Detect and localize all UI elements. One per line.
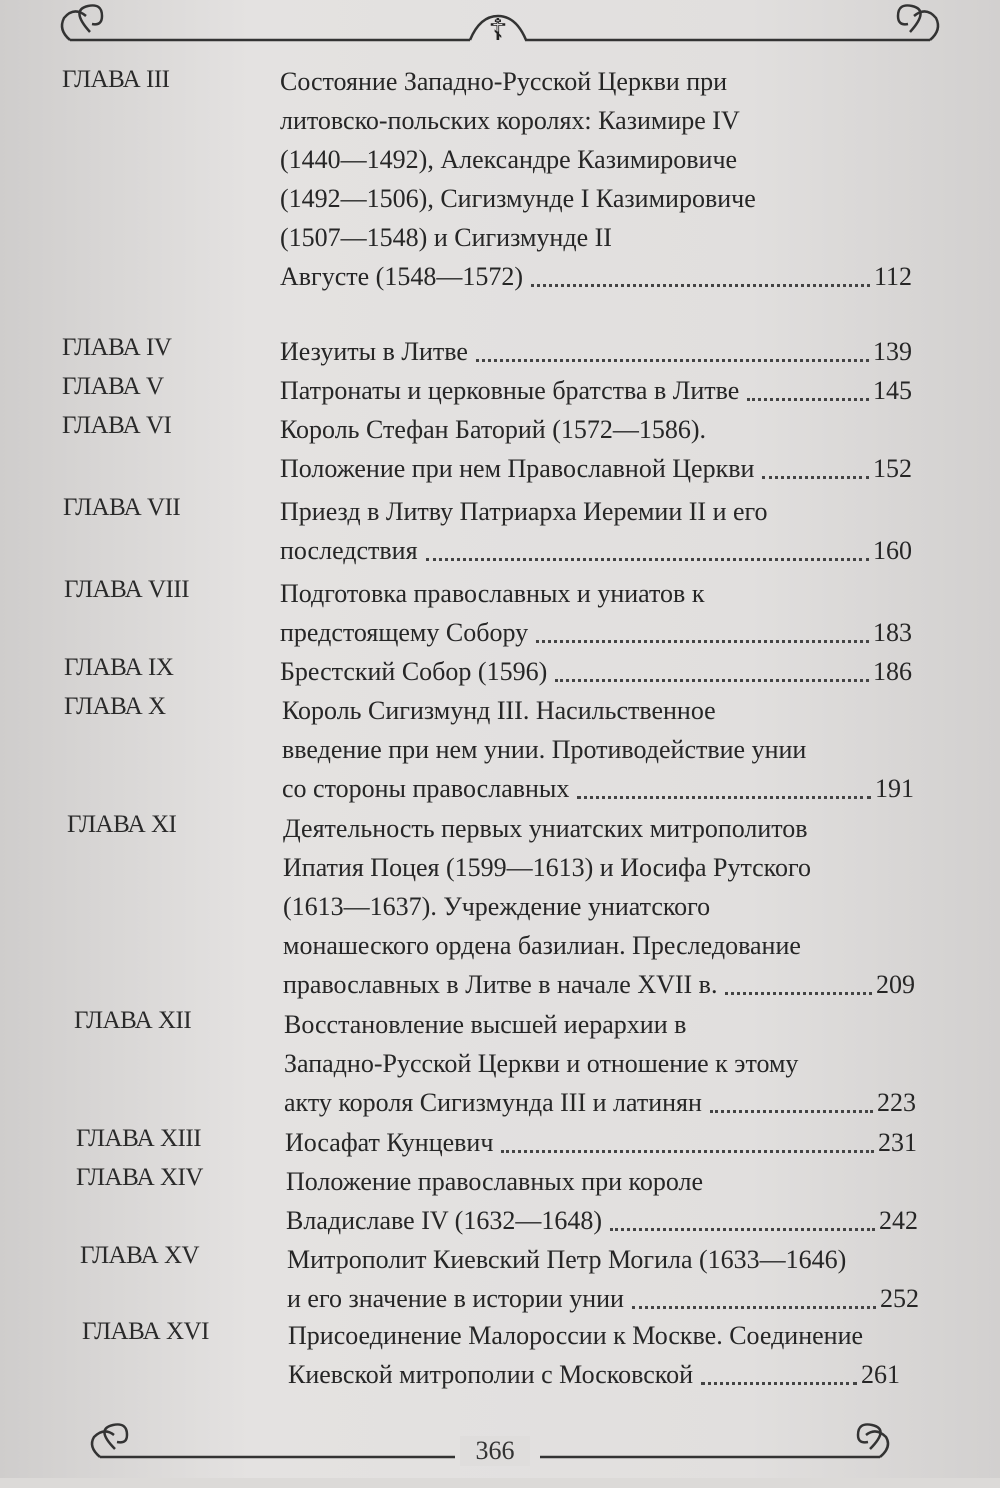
header-ornament	[0, 0, 1000, 70]
entry-line: Ипатия Поцея (1599—1613) и Иосифа Рутского	[283, 853, 811, 882]
page-ref: 145	[873, 376, 912, 405]
page-number: 366	[460, 1436, 530, 1466]
chapter-label: ГЛАВА VIII	[64, 576, 190, 603]
dot-leader	[476, 358, 869, 362]
entry-line: Августе (1548—1572)	[280, 262, 523, 291]
entry-line: Король Сигизмунд III. Насильственное	[282, 696, 716, 725]
entry-line: Патронаты и церковные братства в Литве	[280, 376, 740, 405]
chapter-label: ГЛАВА IX	[64, 654, 174, 681]
chapter-label: ГЛАВА XV	[80, 1242, 200, 1269]
entry-line: акту короля Сигизмунда III и латинян	[284, 1088, 702, 1117]
entry-line: введение при нем унии. Противодействие унии	[282, 735, 807, 764]
toc-entry-chapter-13	[0, 1123, 1000, 1162]
chapter-label: ГЛАВА XI	[67, 811, 177, 838]
entry-line: (1440—1492), Александре Казимировиче	[280, 145, 738, 174]
chapter-label: ГЛАВА VII	[63, 494, 181, 521]
entry-line: предстоящему Собору	[280, 618, 529, 647]
page-ref: 242	[879, 1206, 918, 1235]
page-ref: 112	[873, 262, 912, 291]
toc-entry-chapter-3	[0, 62, 1000, 332]
entry-line: Митрополит Киевский Петр Могила (1633—1646)	[287, 1245, 847, 1274]
page-ref: 186	[873, 657, 912, 686]
toc-entry-chapter-10	[0, 691, 1000, 809]
toc-entry-chapter-8	[0, 574, 1000, 652]
entry-line: (1613—1637). Учреждение униатского	[283, 892, 711, 921]
chapter-label: ГЛАВА VI	[62, 412, 172, 439]
page-ref: 191	[875, 774, 914, 803]
page-ref: 160	[873, 536, 912, 565]
dot-leader	[577, 795, 871, 799]
page-ref: 152	[873, 454, 912, 483]
toc-entry-chapter-12	[0, 1005, 1000, 1123]
toc-entry-chapter-11	[0, 809, 1000, 1005]
entry-line: (1507—1548) и Сигизмунде II	[280, 223, 612, 252]
dot-leader	[610, 1227, 875, 1231]
dot-leader	[710, 1109, 873, 1113]
entry-line: Киевской митрополии с Московской	[288, 1360, 694, 1389]
entry-line: Брестский Собор (1596)	[280, 657, 548, 686]
chapter-label: ГЛАВА IV	[62, 334, 172, 361]
dot-leader	[501, 1149, 874, 1153]
page-ref: 139	[873, 337, 912, 366]
page-ref: 231	[878, 1128, 917, 1157]
entry-line: Состояние Западно-Русской Церкви при	[280, 67, 728, 96]
entry-line: Восстановление высшей иерархии в	[284, 1010, 687, 1039]
dot-leader	[725, 991, 872, 995]
entry-line: Владиславе IV (1632—1648)	[286, 1206, 602, 1235]
entry-line: монашеского ордена базилиан. Преследование	[283, 931, 801, 960]
table-of-contents	[0, 62, 1000, 1394]
entry-line: и его значение в истории унии	[287, 1284, 624, 1313]
toc-entry-chapter-6	[0, 410, 1000, 492]
toc-entry-chapter-15	[0, 1240, 1000, 1316]
dot-leader	[701, 1381, 857, 1385]
chapter-label: ГЛАВА XII	[74, 1007, 192, 1034]
page-ref: 209	[876, 970, 915, 999]
entry-line: Деятельность первых униатских митрополитов	[283, 814, 808, 843]
dot-leader	[531, 283, 870, 287]
chapter-label: ГЛАВА XIV	[76, 1164, 203, 1191]
page-ref: 183	[873, 618, 912, 647]
page-ref: 252	[880, 1284, 919, 1313]
page-ref: 261	[861, 1360, 900, 1389]
entry-line: Присоединение Малороссии к Москве. Соединение	[288, 1321, 864, 1350]
entry-line: последствия	[280, 536, 418, 565]
chapter-label: ГЛАВА V	[62, 373, 164, 400]
cross-icon: ☦	[488, 13, 508, 48]
entry-line: (1492—1506), Сигизмунде I Казимировиче	[280, 184, 756, 213]
dot-leader	[762, 475, 869, 479]
entry-line: православных в Литве в начале XVII в.	[283, 970, 718, 999]
entry-line: Положение при нем Православной Церкви	[280, 454, 755, 483]
entry-line: со стороны православных	[282, 774, 570, 803]
chapter-label: ГЛАВА XIII	[76, 1125, 202, 1152]
dot-leader	[555, 678, 869, 682]
chapter-label: ГЛАВА III	[62, 66, 170, 93]
entry-line: Положение православных при короле	[286, 1167, 704, 1196]
entry-line: Король Стефан Баторий (1572—1586).	[280, 415, 707, 444]
toc-entry-chapter-5	[0, 371, 1000, 410]
page-ref: 223	[877, 1088, 916, 1117]
toc-entry-chapter-9	[0, 652, 1000, 691]
entry-line: Подготовка православных и униатов к	[280, 579, 705, 608]
entry-line: Приезд в Литву Патриарха Иеремии II и его	[280, 497, 768, 526]
chapter-label: ГЛАВА X	[64, 693, 166, 720]
entry-line: Иезуиты в Литве	[280, 337, 468, 366]
entry-line: Западно-Русской Церкви и отношение к этому	[284, 1049, 799, 1078]
dot-leader	[536, 639, 869, 643]
chapter-label: ГЛАВА XVI	[82, 1318, 209, 1345]
dot-leader	[632, 1305, 876, 1309]
toc-entry-chapter-4	[0, 332, 1000, 371]
toc-entry-chapter-16	[0, 1316, 1000, 1394]
toc-entry-chapter-14	[0, 1162, 1000, 1240]
dot-leader	[747, 397, 869, 401]
toc-entry-chapter-7	[0, 492, 1000, 574]
dot-leader	[426, 557, 869, 561]
entry-line: литовско-польских королях: Казимире IV	[280, 106, 740, 135]
entry-line: Иосафат Кунцевич	[285, 1128, 494, 1157]
